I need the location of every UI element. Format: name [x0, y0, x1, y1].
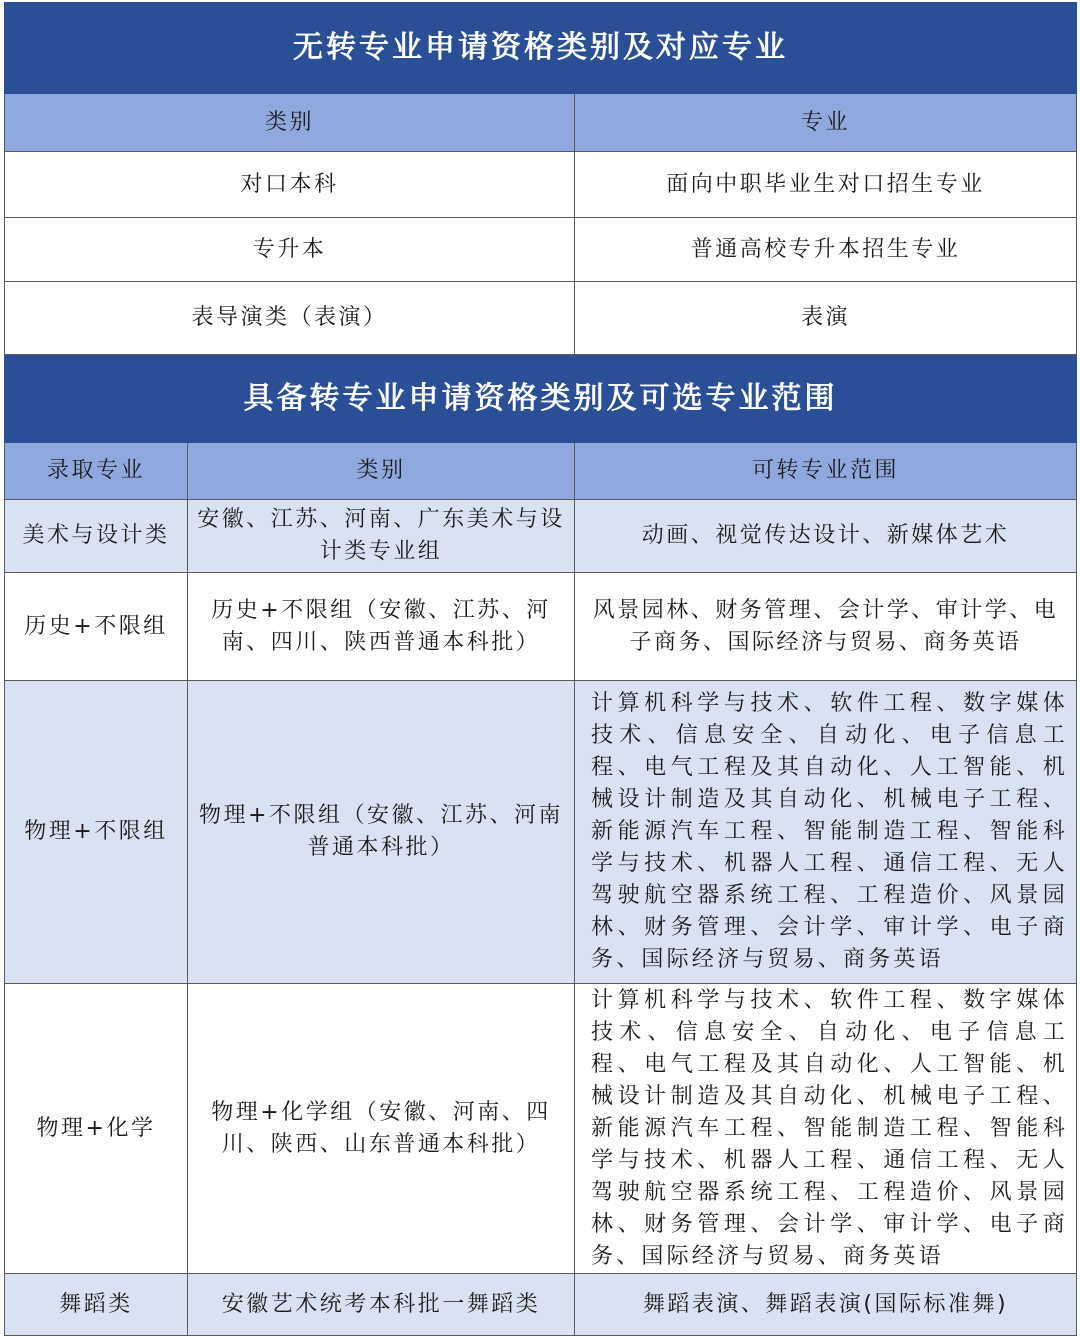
section1-cell-category: 对口本科: [5, 152, 575, 218]
section2-title: 具备转专业申请资格类别及可选专业范围: [5, 355, 1077, 443]
majors-table: [4, 2, 1077, 1336]
section2-cell-transfer-range: 风景园林、财务管理、会计学、审计学、电子商务、国际经济与贸易、商务英语: [575, 573, 1077, 681]
section1-row: [5, 152, 1077, 218]
section2-row: [5, 573, 1077, 681]
section1-header-major: 专业: [575, 94, 1077, 152]
section1-title-row: [5, 3, 1077, 94]
section2-cell-transfer-range: 动画、视觉传达设计、新媒体艺术: [575, 500, 1077, 573]
section2-row: [5, 1274, 1077, 1336]
section1-cell-major: 面向中职毕业生对口招生专业: [575, 152, 1077, 218]
section2-header-admitted-major: 录取专业: [5, 443, 188, 500]
section1-cell-major: 普通高校专升本招生专业: [575, 218, 1077, 282]
section2-cell-category: 历史+不限组（安徽、江苏、河南、四川、陕西普通本科批）: [188, 573, 575, 681]
section1-title: 无转专业申请资格类别及对应专业: [5, 3, 1077, 94]
section2-row: [5, 984, 1077, 1274]
section1-cell-category: 专升本: [5, 218, 575, 282]
majors-table-container: [4, 2, 1076, 1336]
section2-cell-category: 安徽艺术统考本科批一舞蹈类: [188, 1274, 575, 1336]
section2-cell-category: 物理+化学组（安徽、河南、四川、陕西、山东普通本科批）: [188, 984, 575, 1274]
section2-cell-category: 物理+不限组（安徽、江苏、河南普通本科批）: [188, 681, 575, 984]
section2-cell-admitted-major: 历史+不限组: [5, 573, 188, 681]
section1-cell-category: 表导演类（表演）: [5, 282, 575, 355]
section2-row: [5, 500, 1077, 573]
section2-header-transfer-range: 可转专业范围: [575, 443, 1077, 500]
section1-cell-major: 表演: [575, 282, 1077, 355]
section1-header-category: 类别: [5, 94, 575, 152]
section2-cell-transfer-range: 计算机科学与技术、软件工程、数字媒体技术、信息安全、自动化、电子信息工程、电气工程及其自动化、人工智能、机械设计制造及其自动化、机械电子工程、新能源汽车工程、智能制造工程、智能科学与技术、机器人工程、通信工程、无人驾驶航空器系统工程、工程造价、风景园林、财务管理、会计学、审计学、电子商务、国际经济与贸易、商务英语: [575, 984, 1077, 1274]
section2-cell-admitted-major: 物理+化学: [5, 984, 188, 1274]
section2-cell-transfer-range: 计算机科学与技术、软件工程、数字媒体技术、信息安全、自动化、电子信息工程、电气工程及其自动化、人工智能、机械设计制造及其自动化、机械电子工程、新能源汽车工程、智能制造工程、智能科学与技术、机器人工程、通信工程、无人驾驶航空器系统工程、工程造价、风景园林、财务管理、会计学、审计学、电子商务、国际经济与贸易、商务英语: [575, 681, 1077, 984]
section2-cell-transfer-range: 舞蹈表演、舞蹈表演(国际标准舞): [575, 1274, 1077, 1336]
section1-row: [5, 218, 1077, 282]
section2-header-category: 类别: [188, 443, 575, 500]
section2-header-row: [5, 443, 1077, 500]
section2-cell-admitted-major: 美术与设计类: [5, 500, 188, 573]
section2-title-row: [5, 355, 1077, 443]
section1-row: [5, 282, 1077, 355]
section2-cell-category: 安徽、江苏、河南、广东美术与设计类专业组: [188, 500, 575, 573]
section2-cell-admitted-major: 物理+不限组: [5, 681, 188, 984]
section2-row: [5, 681, 1077, 984]
section2-cell-admitted-major: 舞蹈类: [5, 1274, 188, 1336]
section1-header-row: [5, 94, 1077, 152]
